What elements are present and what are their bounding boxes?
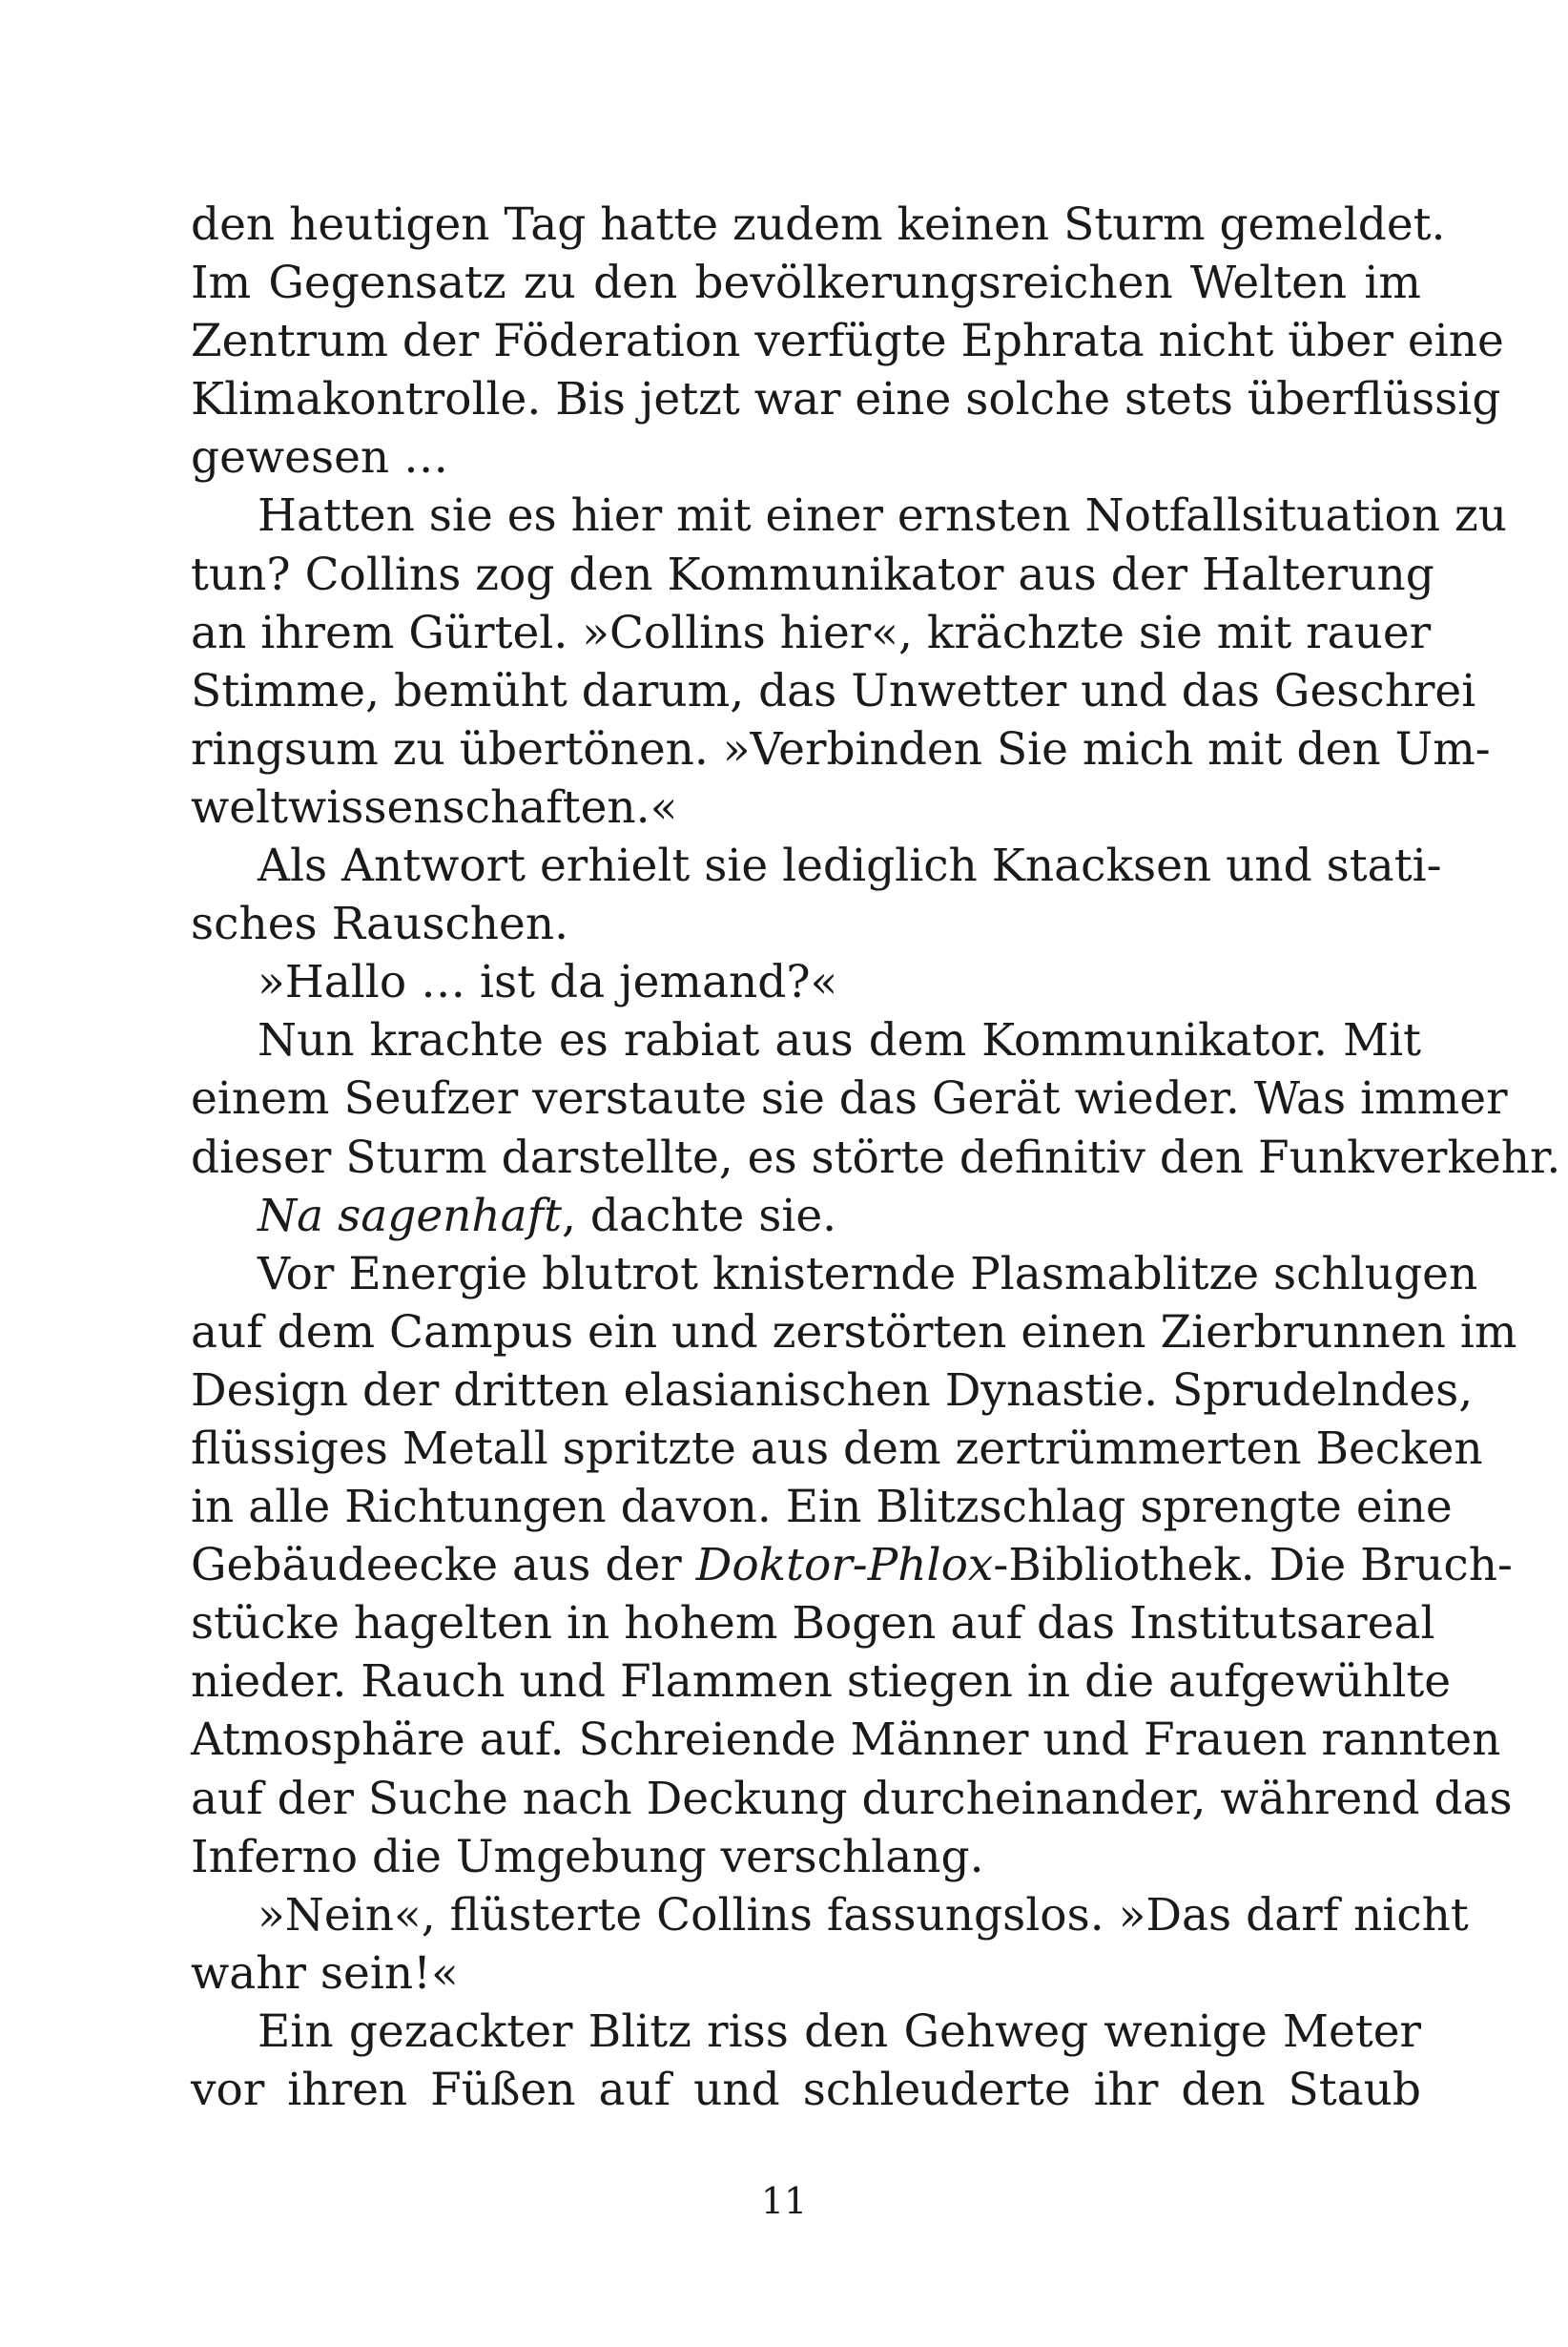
text-line: Als Antwort erhielt sie lediglich Knacksen und stati- <box>258 840 1442 893</box>
text-line: in alle Richtungen davon. Ein Blitzschlag sprengte eine <box>191 1481 1453 1534</box>
text-line: nieder. Rauch und Flammen stiegen in die aufgewühlte <box>191 1655 1452 1709</box>
text-line: stücke hagelten in hohem Bogen auf das Institutsareal <box>191 1597 1435 1651</box>
text-line: weltwissenschaften.« <box>191 780 678 834</box>
text-line: »Hallo … ist da jemand?« <box>258 956 838 1009</box>
italic-phrase: Na sagenhaft <box>258 1189 562 1242</box>
text-line: dieser Sturm darstellte, es störte definitiv den Funkverkehr. <box>191 1131 1561 1184</box>
text-line: einem Seufzer verstaute sie das Gerät wieder. Was immer <box>191 1072 1508 1126</box>
text-line: vor ihren Füßen auf und schleuderte ihr den Staub <box>191 2064 1421 2116</box>
text-line: den heutigen Tag hatte zudem keinen Sturm gemeldet. <box>191 198 1446 251</box>
text-fragment: , dachte sie. <box>561 1189 837 1242</box>
text-line: tun? Collins zog den Kommunikator aus der Halterung <box>191 548 1434 601</box>
text-line: an ihrem Gürtel. »Collins hier«, krächzte sie mit rauer <box>191 606 1432 659</box>
text-line: Atmosphäre auf. Schreiende Männer und Frauen rannten <box>191 1714 1501 1767</box>
text-fragment: Gebäudeecke aus der <box>191 1539 696 1592</box>
text-line <box>191 1536 1513 1594</box>
text-line: sches Rauschen. <box>191 898 569 951</box>
text-line: auf dem Campus ein und zerstörten einen Zierbrunnen im <box>191 1305 1517 1359</box>
text-line: Im Gegensatz zu den bevölkerungsreichen Welten im <box>191 257 1421 310</box>
italic-phrase: Doktor-Phlox <box>695 1539 994 1592</box>
text-line: gewesen … <box>191 431 449 485</box>
text-line <box>191 1187 1421 1245</box>
text-line: Zentrum der Föderation verfügte Ephrata nicht über eine <box>191 315 1504 368</box>
text-line: Stimme, bemüht darum, das Unwetter und das Geschrei <box>191 664 1476 717</box>
text-line: Klimakontrolle. Bis jetzt war eine solche stets überflüssig <box>191 373 1501 426</box>
text-line: Design der dritten elasianischen Dynastie. Sprudelndes, <box>191 1363 1474 1417</box>
text-fragment: -Bibliothek. Die Bruch- <box>993 1539 1513 1592</box>
text-line: flüssiges Metall spritzte aus dem zertrümmerten Becken <box>191 1422 1483 1475</box>
body-text <box>191 196 1561 2119</box>
text-line: auf der Suche nach Deckung durcheinander, während das <box>191 1772 1513 1825</box>
page-number: 11 <box>760 2180 808 2222</box>
text-line: Vor Energie blutrot knisternde Plasmablitze schlugen <box>258 1247 1478 1300</box>
text-line: ringsum zu übertönen. »Verbinden Sie mich mit den Um- <box>191 722 1491 776</box>
text-line: Nun krachte es rabiat aus dem Kommunikator. Mit <box>258 1014 1421 1068</box>
text-line: Ein gezackter Blitz riss den Gehweg wenige Meter <box>258 2004 1421 2058</box>
text-line: Hatten sie es hier mit einer ernsten Notfallsituation zu <box>258 489 1508 543</box>
text-line: »Nein«, flüsterte Collins fassungslos. »Das darf nicht <box>258 1888 1469 1942</box>
text-line: wahr sein!« <box>191 1946 459 2000</box>
text-line: Inferno die Umgebung verschlang. <box>191 1830 984 1883</box>
